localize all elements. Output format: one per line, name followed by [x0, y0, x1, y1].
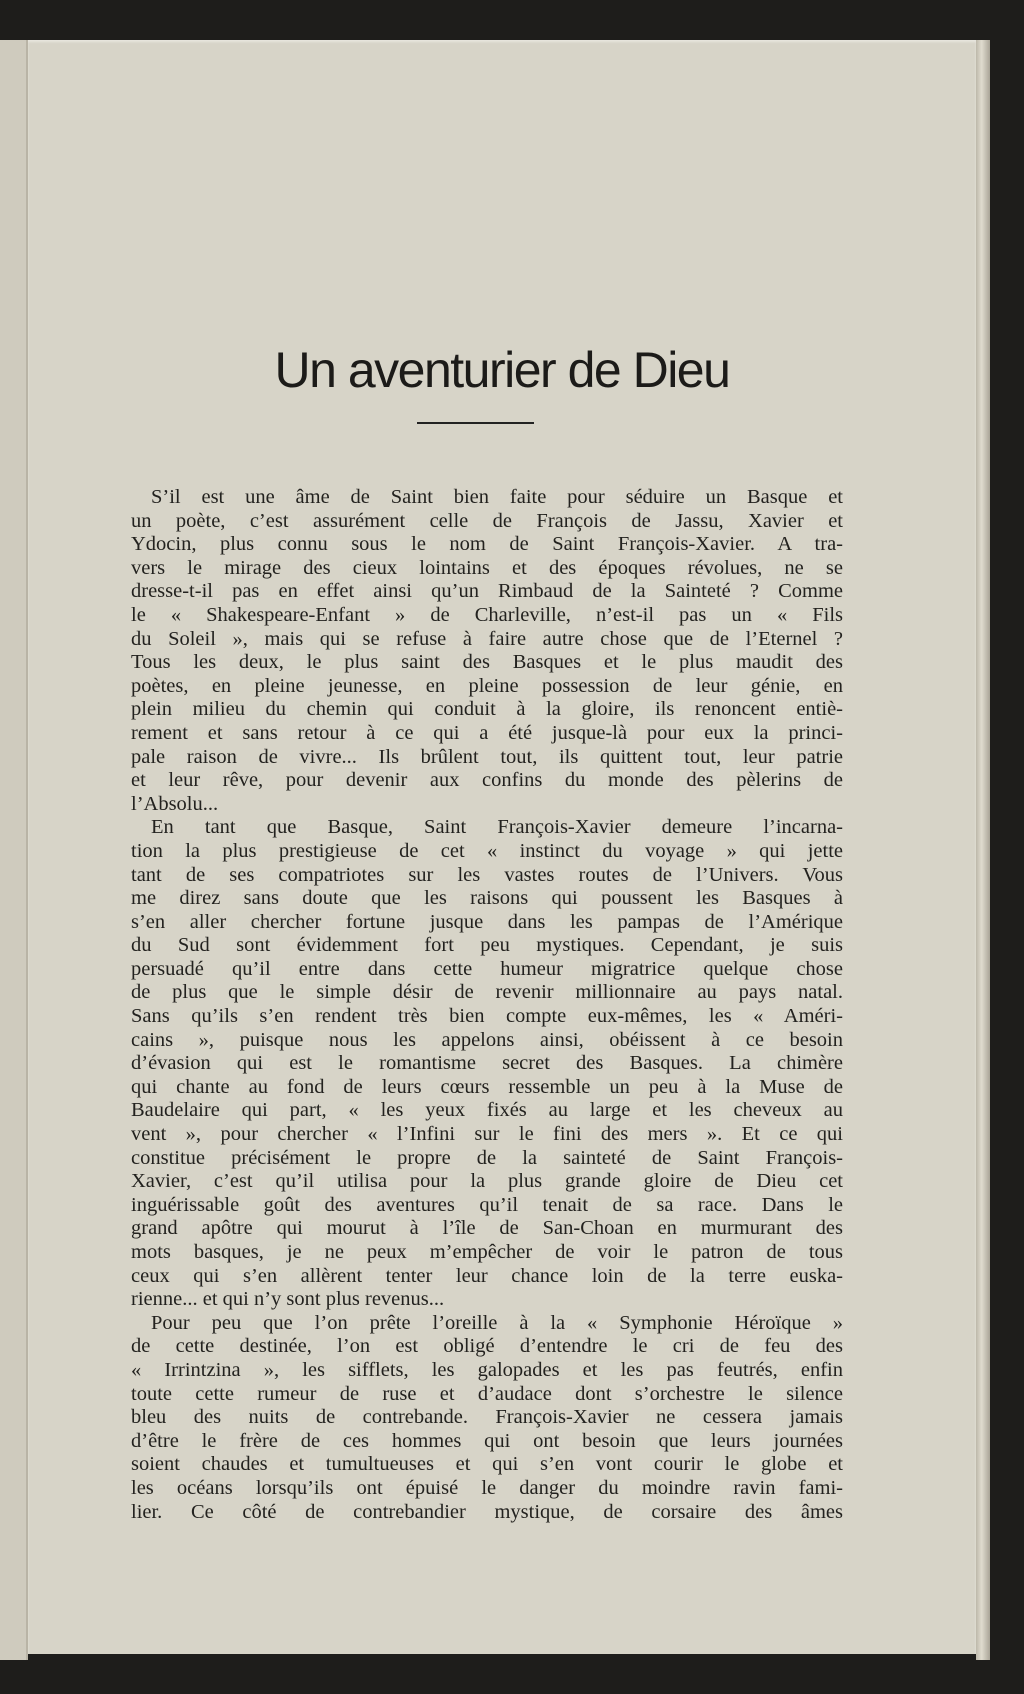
previous-page-edge [0, 40, 28, 1660]
text-line: du Sud sont évidemment fort peu mystiques. Cependant, je suis [131, 934, 843, 957]
text-line: s’en aller chercher fortune jusque dans les pampas de l’Amérique [131, 910, 843, 933]
text-line: toute cette rumeur de ruse et d’audace dont s’orchestre le silence [131, 1382, 843, 1405]
text-line: Pour peu que l’on prête l’oreille à la « Symphonie Héroïque » [151, 1311, 843, 1334]
text-line: de plus que le simple désir de revenir millionnaire au pays natal. [131, 981, 843, 1004]
text-line: me direz sans doute que les raisons qui poussent les Basques à [131, 887, 843, 910]
text-line: poètes, en pleine jeunesse, en pleine possession de leur génie, en [131, 674, 843, 697]
text-line: En tant que Basque, Saint François-Xavier demeure l’incarna- [151, 816, 843, 839]
text-line: S’il est une âme de Saint bien faite pour séduire un Basque et [151, 486, 843, 508]
text-line: grand apôtre qui mourut à l’île de San-Choan en murmurant des [131, 1217, 843, 1240]
text-line: qui chante au fond de leurs cœurs ressemble un peu à la Muse de [131, 1075, 843, 1098]
text-line: tion la plus prestigieuse de cet « instinct du voyage » qui jette [131, 839, 843, 862]
text-line: bleu des nuits de contrebande. François-Xavier ne cessera jamais [131, 1406, 843, 1429]
text-line: pale raison de vivre... Ils brûlent tout, ils quittent tout, leur patrie [131, 745, 843, 768]
text-line: de cette destinée, l’on est obligé d’entendre le cri de feu des [131, 1335, 843, 1358]
text-line: les océans lorsqu’ils ont épuisé le danger du moindre ravin fami- [131, 1476, 843, 1499]
text-line: rement et sans retour à ce qui a été jusque-là pour eux la princi- [131, 721, 843, 744]
text-line: mots basques, je ne peux m’empêcher de voir le patron de tous [131, 1241, 843, 1263]
text-line: vent », pour chercher « l’Infini sur le fini des mers ». Et ce qui [131, 1123, 843, 1146]
book-page [28, 40, 976, 1654]
text-line: plein milieu du chemin qui conduit à la gloire, ils renoncent entiè- [131, 698, 843, 721]
text-line: un poète, c’est assurément celle de François de Jassu, Xavier et [131, 509, 843, 532]
text-line: constitue précisément le propre de la sainteté de Saint François- [131, 1146, 843, 1169]
text-line: vers le mirage des cieux lointains et des époques révolues, ne se [131, 556, 843, 579]
title-divider [417, 422, 534, 424]
chapter-title: Un aventurier de Dieu [274, 342, 730, 398]
text-line: Xavier, c’est qu’il utilisa pour la plus grande gloire de Dieu cet [131, 1170, 843, 1193]
text-line: persuadé qu’il entre dans cette humeur migratrice quelque chose [131, 957, 843, 980]
text-line: du Soleil », mais qui se refuse à faire autre chose que de l’Eternel ? [131, 627, 843, 650]
text-line: et leur rêve, pour devenir aux confins du monde des pèlerins de [131, 769, 843, 792]
text-line: Baudelaire qui part, « les yeux fixés au large et les cheveux au [131, 1099, 843, 1122]
text-line: le « Shakespeare-Enfant » de Charleville, n’est-il pas un « Fils [131, 603, 843, 626]
text-line: dresse-t-il pas en effet ainsi qu’un Rimbaud de la Sainteté ? Comme [131, 580, 843, 603]
book-binding-edge [976, 40, 990, 1660]
text-line: Tous les deux, le plus saint des Basques et le plus maudit des [131, 651, 843, 674]
text-line: Ydocin, plus connu sous le nom de Saint François-Xavier. A tra- [131, 533, 843, 556]
text-line: soient chaudes et tumultueuses et qui s’en vont courir le globe et [131, 1453, 843, 1476]
text-line: cains », puisque nous les appelons ainsi, obéissent à ce besoin [131, 1028, 843, 1051]
text-line: Sans qu’ils s’en rendent très bien compte eux-mêmes, les « Améri- [131, 1005, 843, 1028]
text-line: d’évasion qui est le romantisme secret des Basques. La chimère [131, 1052, 843, 1075]
paragraph [131, 816, 843, 1311]
text-line: rienne... et qui n’y sont plus revenus... [131, 1288, 445, 1311]
paragraph [131, 486, 843, 816]
article-body [131, 486, 843, 1524]
text-line: « Irrintzina », les sifflets, les galopades et les pas feutrés, enfin [131, 1358, 843, 1381]
paragraph [131, 1312, 843, 1524]
text-line: l’Absolu... [131, 792, 219, 815]
text-line: lier. Ce côté de contrebandier mystique, de corsaire des âmes [131, 1500, 843, 1523]
text-line: tant de ses compatriotes sur les vastes routes de l’Univers. Vous [131, 863, 843, 886]
text-line: inguérissable goût des aventures qu’il tenait de sa race. Dans le [131, 1193, 843, 1216]
text-line: ceux qui s’en allèrent tenter leur chance loin de la terre euska- [131, 1264, 843, 1287]
text-line: d’être le frère de ces hommes qui ont besoin que leurs journées [131, 1429, 843, 1452]
